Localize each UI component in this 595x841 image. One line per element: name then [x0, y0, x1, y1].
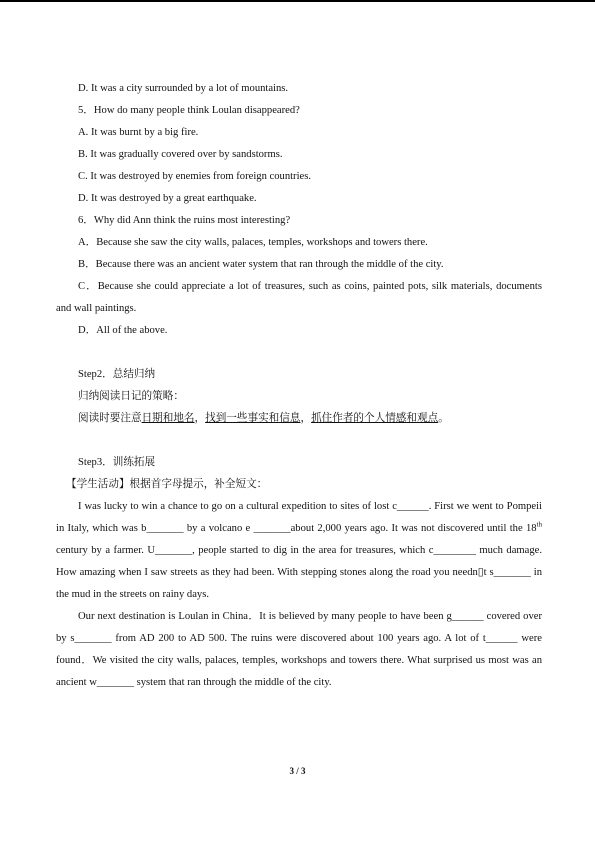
tip-facts: 找到一些事实和信息	[205, 413, 301, 424]
q5-option-a: A. It was burnt by a big fire.	[78, 127, 199, 138]
passage-paragraph-1	[56, 496, 542, 606]
q6-option-d: D．All of the above.	[78, 325, 168, 336]
tip-pre: 阅读时要注意	[78, 413, 142, 424]
q6-question: 6．Why did Ann think the ruins most interesting?	[78, 215, 291, 226]
step2-title: Step2．总结归纳	[78, 369, 156, 380]
q6-option-b: B．Because there was an ancient water system that ran through the middle of the city.	[78, 259, 444, 270]
step3-activity: 【学生活动】根据首字母提示，补全短文：	[66, 479, 268, 490]
q5-option-d: D. It was destroyed by a great earthquake.	[78, 193, 257, 204]
step2-tip	[56, 408, 542, 430]
tip-sep1: ，	[194, 413, 206, 424]
q6-option-a: A．Because she saw the city walls, palaces, temples, workshops and towers there.	[78, 237, 428, 248]
p1-text-b: century by a farmer. U_______, people started to dig in the area for treasures, which c________ much damage. How amazing when I saw streets as they had been. With stepping stones along the road you needn▯t s_______ in the mud in the streets on rainy days.	[56, 545, 542, 600]
document-body	[56, 78, 542, 694]
q5-option-c: C. It was destroyed by enemies from foreign countries.	[78, 171, 312, 182]
header-rule	[0, 0, 595, 2]
tip-end: 。	[438, 413, 449, 424]
q4-option-d: D. It was a city surrounded by a lot of mountains.	[78, 83, 289, 94]
q6-option-c: C．Because she could appreciate a lot of treasures, such as coins, painted pots, silk materials, documents and wall paintings.	[56, 281, 542, 314]
q5-question: 5．How do many people think Loulan disappeared?	[78, 105, 300, 116]
page-number: 3 / 3	[289, 766, 306, 776]
step2-subtitle: 归纳阅读日记的策略：	[78, 391, 184, 402]
tip-sep2: ，	[300, 413, 312, 424]
step3-title: Step3．训练拓展	[78, 457, 156, 468]
p1-sup: th	[536, 520, 542, 529]
tip-dates-places: 日期和地名	[141, 413, 195, 424]
p1-text-a: I was lucky to win a chance to go on a cultural expedition to sites of lost c______. First we went to Pompeii in Italy, which was b_______ by a volcano e _______about 2,000 years ago. It was not discovered until the 18	[56, 501, 542, 534]
passage-paragraph-2: Our next destination is Loulan in China．It is believed by many people to have been g______ covered over by s_______ from AD 200 to AD 500. The ruins were discovered about 100 years ago. A lot of t______ were found．We visited the city walls, palaces, temples, workshops and towers there. What surprised us most was an ancient w_______ system that ran through the middle of the city.	[56, 611, 542, 688]
q5-option-b: B. It was gradually covered over by sandstorms.	[78, 149, 283, 160]
tip-feelings: 抓住作者的个人情感和观点	[311, 413, 439, 424]
